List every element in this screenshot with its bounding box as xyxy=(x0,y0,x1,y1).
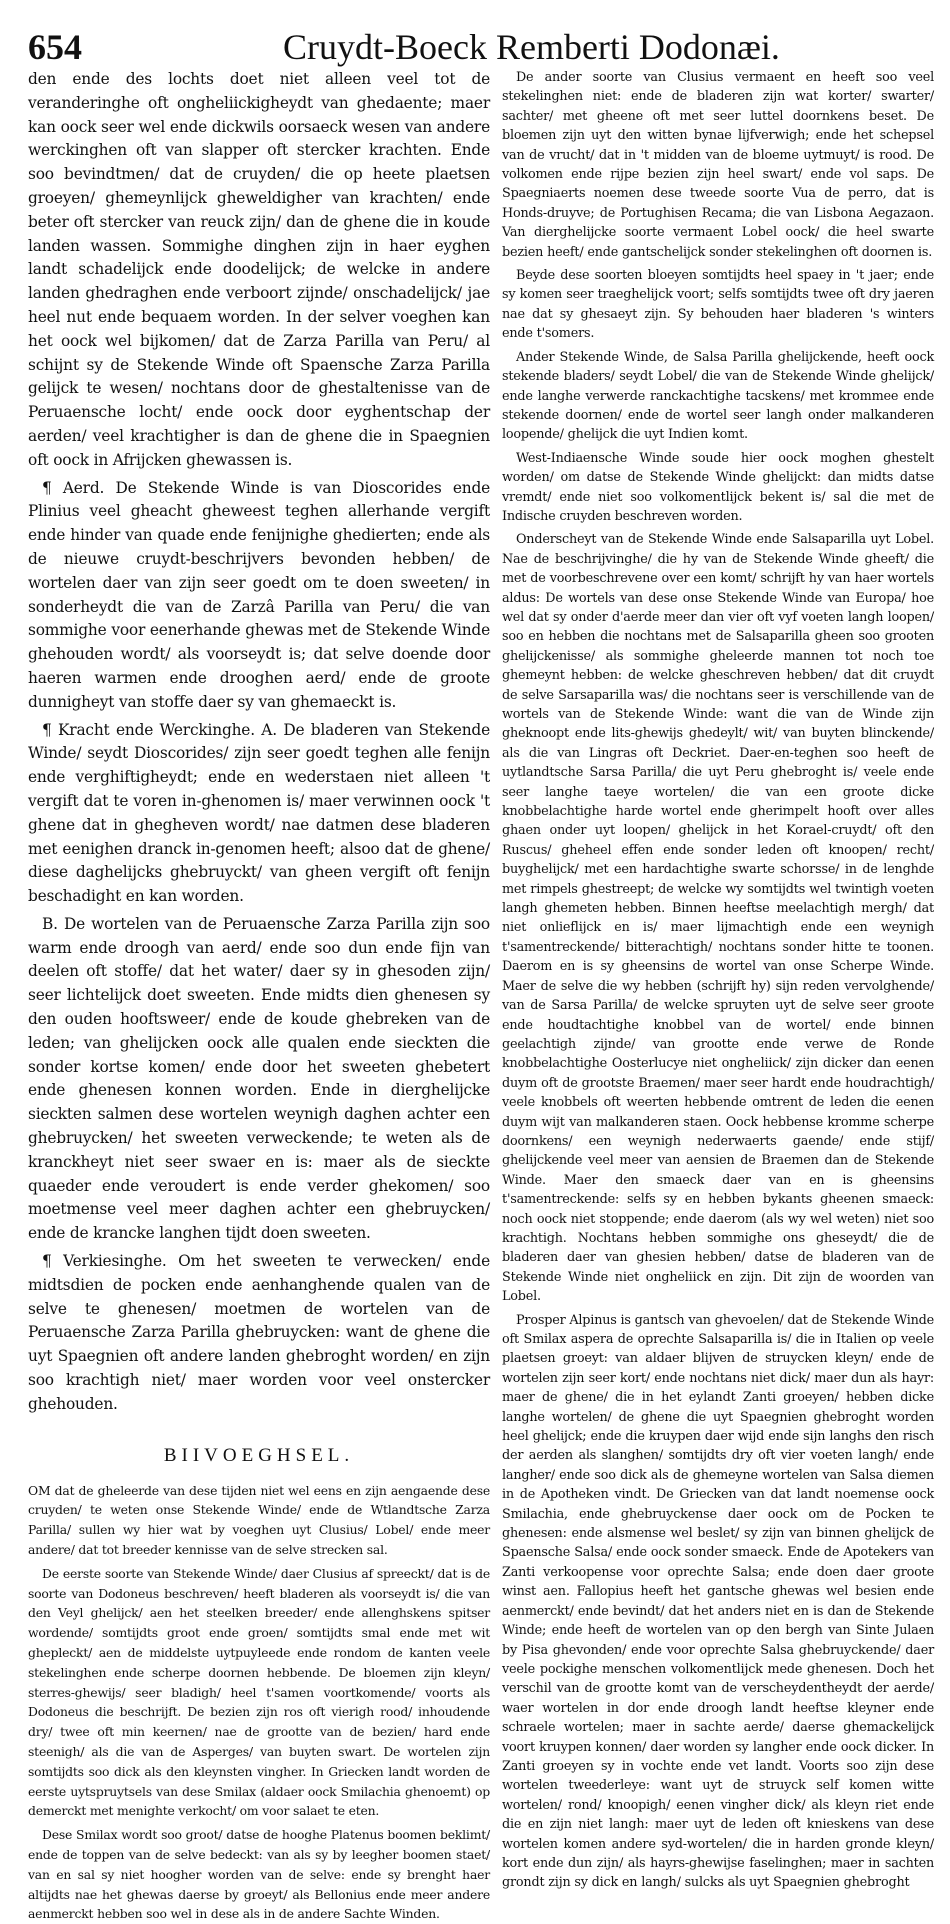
right-column xyxy=(502,68,934,1891)
page-header xyxy=(28,18,928,70)
paragraph-ander-stekende: Ander Stekende Winde, de Salsa Parilla ghelijckende, heeft oock stekende bladers/ seydt Lobel/ die van de Stekende Winde ghelijck/ ende langhe verwerde ranckachtighe tacskens/ met krommee ende stekende doornen/ ende de wortel seer langh onder malkanderen loopende/ ghelijck die uyt Indien komt. xyxy=(502,349,934,443)
paragraph-flowering: Beyde dese soorten bloeyen somtijdts heel spaey in 't jaer; ende sy komen seer traeghelijck voort; selfs somtijdts twee oft dry jaeren nae dat sy ghesaeyt zijn. Sy behouden haer bladeren 's winters ende t'somers. xyxy=(502,268,934,342)
page-number: 654 xyxy=(28,27,82,67)
bijvoeghsel-intro: OM dat de ghelеerde van dese tijden niet wel eens en zijn aengaende dese cruyden/ te weten onse Stekende Winde/ ende de Wtlandtsche Zarza Parilla/ sullen wy hier wat by voeghen uyt Clusius/ Lobel/ ende meer andere/ dat tot breeder kennisse van de selve strecken sal. xyxy=(28,1482,490,1558)
paragraph-second-kind: De ander soorte van Clusius vermaent en heeft soo veel stekelinghen niet: ende de bladeren zijn wat korter/ swarter/ sachter/ met ghеene oft met seer luttel doornkens beset. De bloemen zijn uyt den witten bynae lijfverwigh; ende het schepsel van de vrucht/ dat in 't midden van de bloeme uytmuyt/ is rood. De volkomen ende rijpe bezien zijn heel swart/ ende vol saps. De Spaegniaerts noemen dese tweede soorte Vua de perro, dat is Honds-druyve; de Portughisen Recama; die van Lisbona Aegazaon. Van dierghelijcke soorte vermaent Lobel oock/ die heel swarte bezien heeft/ ende gantschelijck sonder stekelinghen oft doornen is. xyxy=(502,70,934,260)
section-heading-bijvoeghsel: BIIVOEGHSEL. xyxy=(163,1444,355,1466)
paragraph-aerd: ¶ Aerd. De Stekende Winde is van Dioscorides ende Plinius veel gheacht gheweest teghen allerhande vergift ende hinder van quade ende fenijnighe ghedierten; ende als de nieuwe cruydt-beschrijvers bevonden hebben/ de wortelen daer van zijn seer goedt om te doen sweeten/ in sonderheydt die van de Zarzâ Parilla van Peru/ die van sommighe voor eenerhande ghewas met de Stekende Winde ghehouden wordt/ als voorseydt is; dat selve doende door haeren warmen ende drooghen aerd/ ende de groote dunnigheyt van stoffe daer sy van ghemaeckt is. xyxy=(28,478,490,711)
paragraph-onderscheyt: Onderscheyt van de Stekende Winde ende Salsaparilla uyt Lobel. Nae de beschrijvinghe/ die hy van de Stekende Winde gheeft/ die met de voorbeschrevene over een komt/ schrijft hy van haer wortels aldus: De wortels van dese onse Stekende Winde van Europa/ hoe wel dat sy onder d'aerde meer dan vier oft vyf voeten langh loopen/ soo en hebben die nochtans met de Salsaparilla gheen soo grooten ghelijckenisse/ als sommighe gheleerde mannen tot noch toe ghemeynt hebben: de welcke ghеschreven hebben/ dat dit cruydt de selve Sarsaparilla was/ die nochtans seer is verschillende van de wortels van de Stekende Winde: want die van de Winde zijn gheknoopt ende lits-ghewijs ghedeylt/ wit/ van buyten blinckende/ als die van Lingras oft Deckriet. Daer-en-teghen soo heeft de uytlandtsche Sarsa Parilla/ die uyt Peru ghebroght is/ veele ende seer langhe taeye wortelen/ die van een groote dicke knobbelachtighe harde wortel ende gherimpelt hooft over alles ghaen onder uyt loopen/ ghelijck in het Korael-cruydt/ oft den Ruscus/ gheheel effen ende sonder leden oft knoopen/ recht/ buyghelijck/ met een hardachtighe swarte schorsse/ in de lenghde met rimpels ghestreept; de welcke wy somtijdts wel twintigh voeten langh ghemeten hebben. Binnen heeftse meelachtigh mergh/ dat niet onlieflijck en is/ maer lijmachtigh ende een weynigh t'samentreckende/ bitterachtigh/ nochtans sonder hitte te toonen. Daerom en is sy gheensins de wortel van onse Scherpe Winde. Maer de selve die wy hebben (schrijft hy) sijn reden vervolghende/ van de Sarsa Parilla/ de welcke spruyten uyt de selve seer groote ende houdtachtighe knobbel van de wortel/ ende binnen geelachtigh zijnde/ van grootte ende verwe de Ronde knobbelachtighe Oosterlucye niet ongheliick/ zijn dicker dan eenen duym oft de grootste Braemen/ maer seer hardt ende houdrachtigh/ veele knobbels oft weerten hebbende omtrent de leden die eenen duym wijt van malkanderen staen. Oock hebbense kromme scherpe doornkens/ een weynigh nederwaerts gaende/ ende stijf/ ghelijckende veel meer van aensien de Braemen dan de Stekende Winde. Maer den smaeck daer van en is gheensins t'samentreckende: selfs sy en hebben bykants gheenen smaeck: noch oock niet stoppende; ende daerom (als wy wel weten) niet soo krachtigh. Nochtans hebben sommighe ons ghеseydt/ die de bladeren daer van ghesien hebben/ datse de bladeren van de Stekende Winde niet ongheliick en zijn. Dit zijn de woorden van Lobel. xyxy=(502,532,934,1305)
running-title: Cruydt-Boeck Remberti Dodonæi. xyxy=(283,27,780,67)
paragraph-west-indiaensche: West-Indiaensche Winde soude hier oock moghen ghestelt worden/ om datse de Stekende Winde ghelijckt: dan midts datse vremdt/ ende niet soo volkomentlijck bekent is/ sal die met de Indische cruyden beschreven worden. xyxy=(502,450,934,524)
paragraph-verkiesinghe: ¶ Verkiesinghe. Om het sweeten te verwecken/ ende midtsdien de pocken ende aenhanghende qualen van de selve te ghenesen/ moetmen de wortelen van de Peruaensche Zarza Parilla ghebruycken: want de ghene die uyt Spaegnien oft andere landen ghebroght worden/ en zijn soo krachtigh niet/ maer worden voor veel onstercker ghehouden. xyxy=(28,1252,490,1413)
bijvoeghsel-first-kind: De eerste soorte van Stekende Winde/ daer Clusius af spreeckt/ dat is de soorte van Dodoneus beschreven/ heeft bladeren als voorseydt is/ die van den Veyl ghelijck/ aen het steelken breeder/ ende allenghskens spitser wordende/ somtijdts groot ende groen/ somtijdts smal ende met wit ghepleckt/ aen de middelste uytpuyleede ende rondom de kanten veele stekelinghen ende scherpe doornen hebbende. De bloemen zijn kleyn/ sterres-ghewijs/ seer bladigh/ heel t'samen voortkomende/ voorts als Dodoneus die beschrijft. De bezien zijn ros oft vierigh rood/ inhoudende dry/ twee oft min keernen/ nae de grootte van de bezien/ hard ende steenigh/ als die van de Asperges/ van buyten swart. De wortelen zijn somtijdts soo dick als den kleynsten vingher. In Griecken landt worden de eerste uytspruytsels van dese Smilax (aldaer oock Smilachia ghenoemt) op demerckt met menighte verkocht/ om voor salaet te eten. xyxy=(28,1565,490,1819)
paragraph-soil-influence: den ende des lochts doet niet alleen veel tot de veranderinghe oft ongheliickigheydt van ghedaente; maer kan oock seer wel ende dickwils oorsaeck wesen van andere werckinghen oft van slapper oft stercker krachten. Ende soo bevindtmen/ dat de cruyden/ die op heete plaetsen groeyen/ ghemeynlijck gheweldigher van krachten/ ende beter oft stercker van reuck zijn/ dan de ghene die in koude landen wassen. Sommighe dinghen zijn in haer eyghen landt schadelijck ende doodelijck; de welcke in andere landen ghedraghen ende verboort zijnde/ onschadelijck/ jae heel nut ende bequaem worden. In der selver voeghen kan het oock wel bijkomen/ dat de Zarza Parilla van Peru/ al schijnt sy de Stekende Winde oft Spaensche Zarza Parilla gelijck te wesen/ nochtans door de ghestaltenisse van de Peruaensche locht/ ende oock door eyghentschap der aerden/ veel krachtigher is dan de ghene die in Spaegnien oft oock in Afrijcken ghewassen is. xyxy=(28,70,490,469)
paragraph-prosper-alpinus: Prosper Alpinus is gantsch van ghevoelen/ dat de Stekende Winde oft Smilax aspera de oprechte Salsaparilla is/ die in Italien op veele plaetsen groeyt: van aldaer blijven de struycken kleyn/ ende de wortelen zijn seer kort/ ende nochtans niet dick/ maer dun als hayr: maer de ghene/ die in het eylandt Zanti groeyen/ hebben dicke langhe wortelen/ de ghene die uyt Spaegnien ghebroght worden heel ghelijck; ende die kruypen daer wijd ende sijn langhs den risch der aerden als slanghen/ somtijdts dry oft vier voeten langh/ ende langher/ ende soo dick als de ghemeyne wortelen van Salsa diemen in de Apotheken vindt. De Griecken van dat landt noemense oock Smilachia, ende ghebruyckense daer oock om de Pocken te ghenesen: ende alsmense wel beslet/ sy zijn van binnen ghelijck de Spaensche Salsa/ ende oock sonder smaeck. Ende de Apotekers van Zanti verkoopense voor oprechte Salsa; ende doen daer groote winst aen. Fallopius heeft het gantsche ghewas wel besien ende aenmerckt/ ende bevindt/ dat het anders niet en is dan de Stekende Winde; ende heeft de wortelen van op den bergh van Sinte Julaen by Pisa ghevonden/ ende voor oprechte Salsa ghebruyckende/ daer veele pockighe menschen volkomentlijck mede ghenesen. Doch het verschil van de grootte komt van de verscheydentheydt der aerde/ waer wortelen in dor ende droogh landt heeftse kleyner ende schraele wortelen; maer in sachte aerde/ daerse ghemackelijck voort kruypen konnen/ daer worden sy langher ende oock dicker. In Zanti groeyen sy in vochte ende vet landt. Voorts soo zijn dese wortelen tweederleye: want uyt de struyck self komen witte wortelen/ rond/ knoopigh/ eenen vingher dick/ als kleyn riet ende die en zijn niet langh: maer uyt de leden oft knieskens van dese wortelen komen andere syd-wortelen/ die in harden gronde kleyn/ kort ende dun zijn/ als hayrs-ghewijse faselinghen; maer in sachten grondt zijn sy dick en langh/ sulcks als uyt Spaegnien ghebroght xyxy=(502,1312,934,1891)
left-column xyxy=(28,68,490,1922)
paragraph-kracht: ¶ Kracht ende Werckinghe. A. De bladeren van Stekende Winde/ seydt Dioscorides/ zijn seer goedt teghen alle fenijn ende verghiftigheydt; ende en wederstaen niet alleen 't vergift dat te voren in-ghenomen is/ maer verwinnen oock 't ghene dat in ghegheven wordt/ nae datmen dese bladeren met eenighen dranck in-genomen heeft; alsoo dat de ghene/ diese daghelijcks ghebruyckt/ van gheen vergift oft fenijn beschadight en kan worden. xyxy=(28,720,490,906)
bijvoeghsel-smilax: Dese Smilax wordt soo groot/ datse de hooghe Platenus boomen beklimt/ ende de toppen van de selve bedeckt: van als sy by leegher boomen staet/ van en sal sy niet hoogher worden van de selve: ende sy brenght haer altijdts nae het ghewas daerse by groeyt/ als Bellonius ende meer andere aenmerckt hebben soo wel in dese als in de andere Sachte Winden. xyxy=(28,1827,490,1922)
paragraph-kracht-b: B. De wortelen van de Peruaensche Zarza Parilla zijn soo warm ende droogh van aerd/ ende soo dun ende fijn van deelen oft stoffe/ dat het water/ daer sy in ghesoden zijn/ seer lichtelijck doet sweeten. Ende midts dien ghenesen sy den ouden hooftsweer/ ende de koude ghebreken van de leden; van ghelijcken oock alle qualen ende sieckten die sonder kortse komen/ ende door het sweeten ghebetert ende ghenesen konnen worden. Ende in dierghelijcke sieckten salmen dese wortelen weynigh daghen achter een ghebruycken/ het sweeten verweckende; te weten als de kranckheyt niet seer swaer en is: maer als de sieckte quaeder ende veroudert is ende verder ghekomen/ soo moetmense veel meer daghen achter een ghebruycken/ ende de krancke langhen tijdt doen sweeten. xyxy=(28,914,490,1243)
